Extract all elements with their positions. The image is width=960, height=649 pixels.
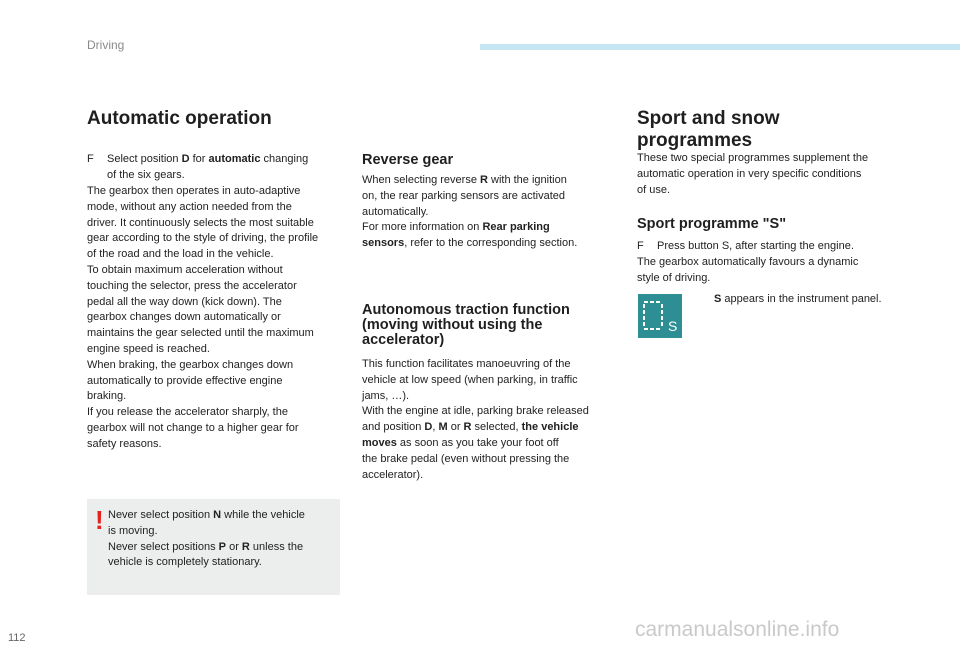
sport-body: The gearbox automatically favours a dynamic style of driving. [637, 256, 859, 284]
automatic-body: The gearbox then operates in auto-adaptive mode, without any action needed from the driver. It continuously selects the most suitable gear according to the style of driving, the profile of the road and the load in the vehicle. To obtain maximum acceleration without touching the selector, press the accelerator pedal all the way down (kick down). The gearbox changes down automatically or maintains the gear selected until the maximum engine speed is reached. When braking, the gearbox changes down automatically to provide effective engine braking. If you release the accelerator sharply, the gearbox will not change to a higher gear for safety reasons. [87, 185, 319, 450]
warning-text: Never select position N while the vehicle is moving. Never select positions P or R unless the vehicle is completely stationary. [108, 509, 305, 569]
warning-box [87, 499, 340, 595]
autonomous-traction-heading: Autonomous traction function (moving without using the accelerator) [362, 302, 570, 348]
sport-mode-indicator-icon [638, 294, 682, 338]
autonomous-traction-text: This function facilitates manoeuvring of the vehicle at low speed (when parking, in traffic jams, …). With the engine at idle, parking brake released and position D, M or R selected, the vehicle moves as soon as you take your foot off the brake pedal (even without pressing the accelerator). [362, 358, 589, 481]
reverse-gear-text: When selecting reverse R with the ignition on, the rear parking sensors are activated automatically. For more information on Rear parking sensors, refer to the corresponding section. [362, 174, 578, 250]
bullet-icon: F [637, 240, 644, 252]
section-title: Driving [87, 38, 125, 52]
sport-bullet: F Press button S, after starting the engine. [637, 239, 897, 255]
automatic-bullet-line2: of the six gears. [107, 169, 185, 181]
bullet-icon: F [87, 153, 94, 165]
sport-indicator-text: S appears in the instrument panel. [714, 293, 882, 305]
sport-programme-heading: Sport programme "S" [637, 216, 787, 232]
automatic-bullet: F Select position D for automatic changing [87, 152, 337, 168]
svg-text:S: S [668, 318, 678, 334]
sport-snow-intro: These two special programmes supplement the automatic operation in very specific conditions of use. [637, 152, 869, 196]
sport-snow-heading: Sport and snow programmes [637, 108, 780, 151]
automatic-operation-heading: Automatic operation [87, 108, 272, 129]
header-bar [480, 44, 960, 50]
page-number: 112 [8, 632, 26, 644]
warning-exclamation-icon: ! [95, 505, 104, 535]
watermark: carmanualsonline.info [635, 618, 840, 641]
reverse-gear-heading: Reverse gear [362, 152, 454, 168]
